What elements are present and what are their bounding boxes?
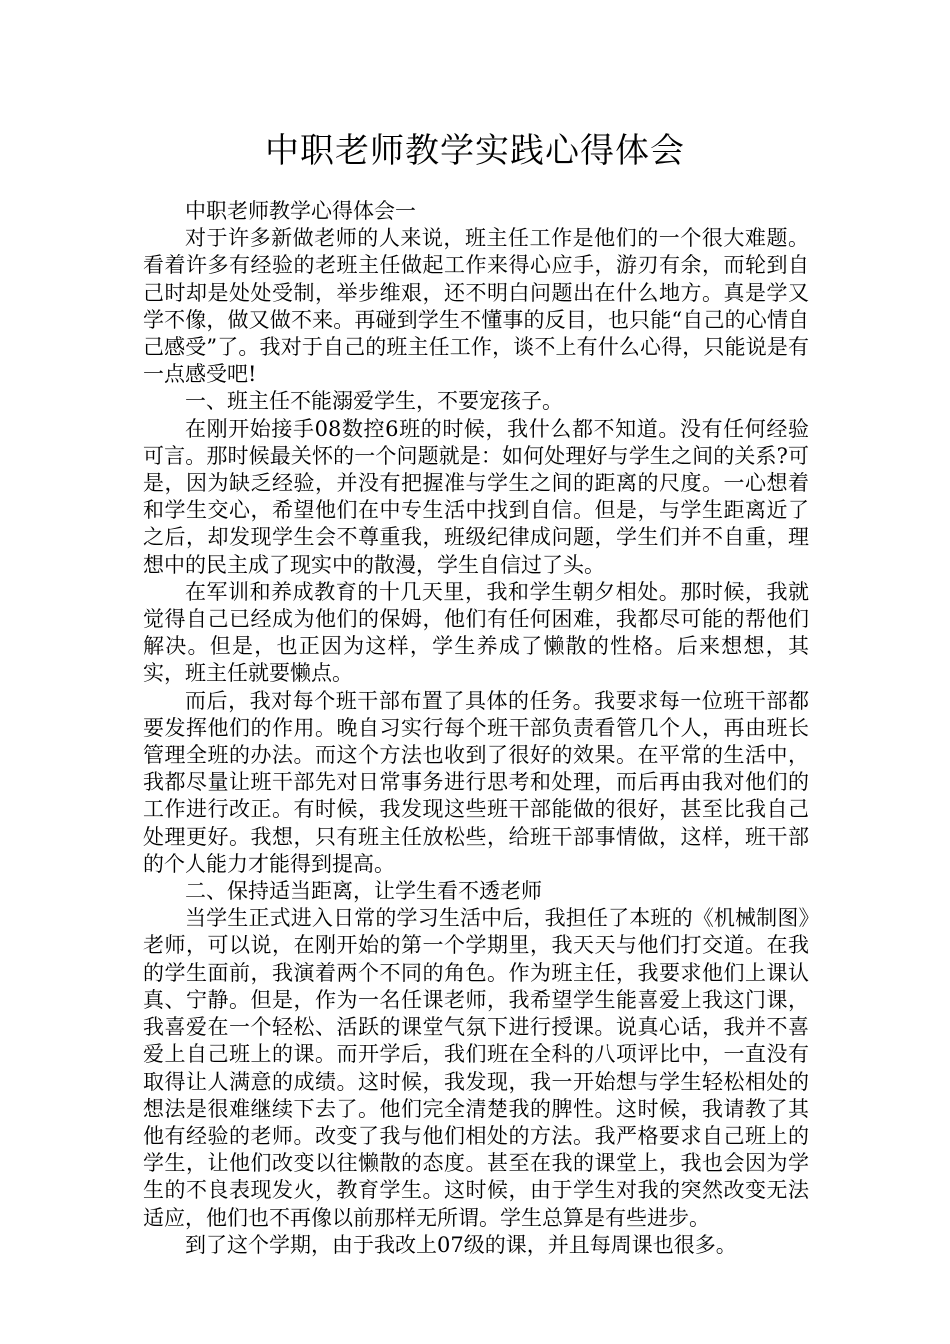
body-paragraph: 在刚开始接手08数控6班的时候，我什么都不知道。没有任何经验可言。那时候最关怀的一个问题就是：如何处理好与学生之间的关系?可是，因为缺乏经验，并没有把握准与学生之间的距离的尺度。一心想着和学生交心，希望他们在中专生活中找到自信。但是，与学生距离近了之后，却发现学生会不尊重我，班级纪律成问题，学生们并不自重，理想中的民主成了现实中的散漫，学生自信过了头。 bbox=[143, 416, 809, 577]
document-title: 中职老师教学实践心得体会 bbox=[265, 131, 685, 171]
section-heading: 一、班主任不能溺爱学生，不要宠孩子。 bbox=[185, 389, 563, 414]
body-paragraph: 到了这个学期，由于我改上07级的课，并且每周课也很多。 bbox=[185, 1232, 737, 1257]
body-paragraph: 当学生正式进入日常的学习生活中后，我担任了本班的《机械制图》老师，可以说，在刚开始的第一个学期里，我天天与他们打交道。在我的学生面前，我演着两个不同的角色。作为班主任，我要求他们上课认真、宁静。但是，作为一名任课老师，我希望学生能喜爱上我这门课，我喜爱在一个轻松、活跃的课堂气氛下进行授课。说真心话，我并不喜爱上自己班上的课。而开学后，我们班在全科的八项评比中，一直没有取得让人满意的成绩。这时候，我发现，我一开始想与学生轻松相处的想法是很难继续下去了。他们完全清楚我的脾性。这时候，我请教了其他有经验的老师。改变了我与他们相处的方法。我严格要求自己班上的学生，让他们改变以往懒散的态度。甚至在我的课堂上，我也会因为学生的不良表现发火，教育学生。这时候，由于学生对我的突然改变无法适应，他们也不再像以前那样无所谓。学生总算是有些进步。 bbox=[143, 906, 809, 1230]
section-heading: 二、保持适当距离，让学生看不透老师 bbox=[185, 879, 542, 904]
body-paragraph: 在军训和养成教育的十几天里，我和学生朝夕相处。那时候，我就觉得自己已经成为他们的保姆，他们有任何困难，我都尽可能的帮他们解决。但是，也正因为这样，学生养成了懒散的性格。后来想想，其实，班主任就要懒点。 bbox=[143, 579, 809, 686]
body-paragraph: 而后，我对每个班干部布置了具体的任务。我要求每一位班干部都要发挥他们的作用。晚自习实行每个班干部负责看管几个人，再由班长管理全班的办法。而这个方法也收到了很好的效果。在平常的生活中，我都尽量让班干部先对日常事务进行思考和处理，而后再由我对他们的工作进行改正。有时候，我发现这些班干部能做的很好，甚至比我自己处理更好。我想，只有班主任放松些，给班干部事情做，这样，班干部的个人能力才能得到提高。 bbox=[143, 688, 809, 876]
section-heading: 中职老师教学心得体会一 bbox=[185, 199, 416, 223]
document-body bbox=[143, 198, 809, 1259]
body-paragraph: 对于许多新做老师的人来说，班主任工作是他们的一个很大难题。看着许多有经验的老班主任做起工作来得心应手，游刃有余，而轮到自己时却是处处受制，举步维艰，还不明白问题出在什么地方。真是学又学不像，做又做不来。再碰到学生不懂事的反目，也只能“自己的心情自己感受”了。我对于自己的班主任工作，谈不上有什么心得，只能说是有一点感受吧! bbox=[143, 226, 809, 387]
